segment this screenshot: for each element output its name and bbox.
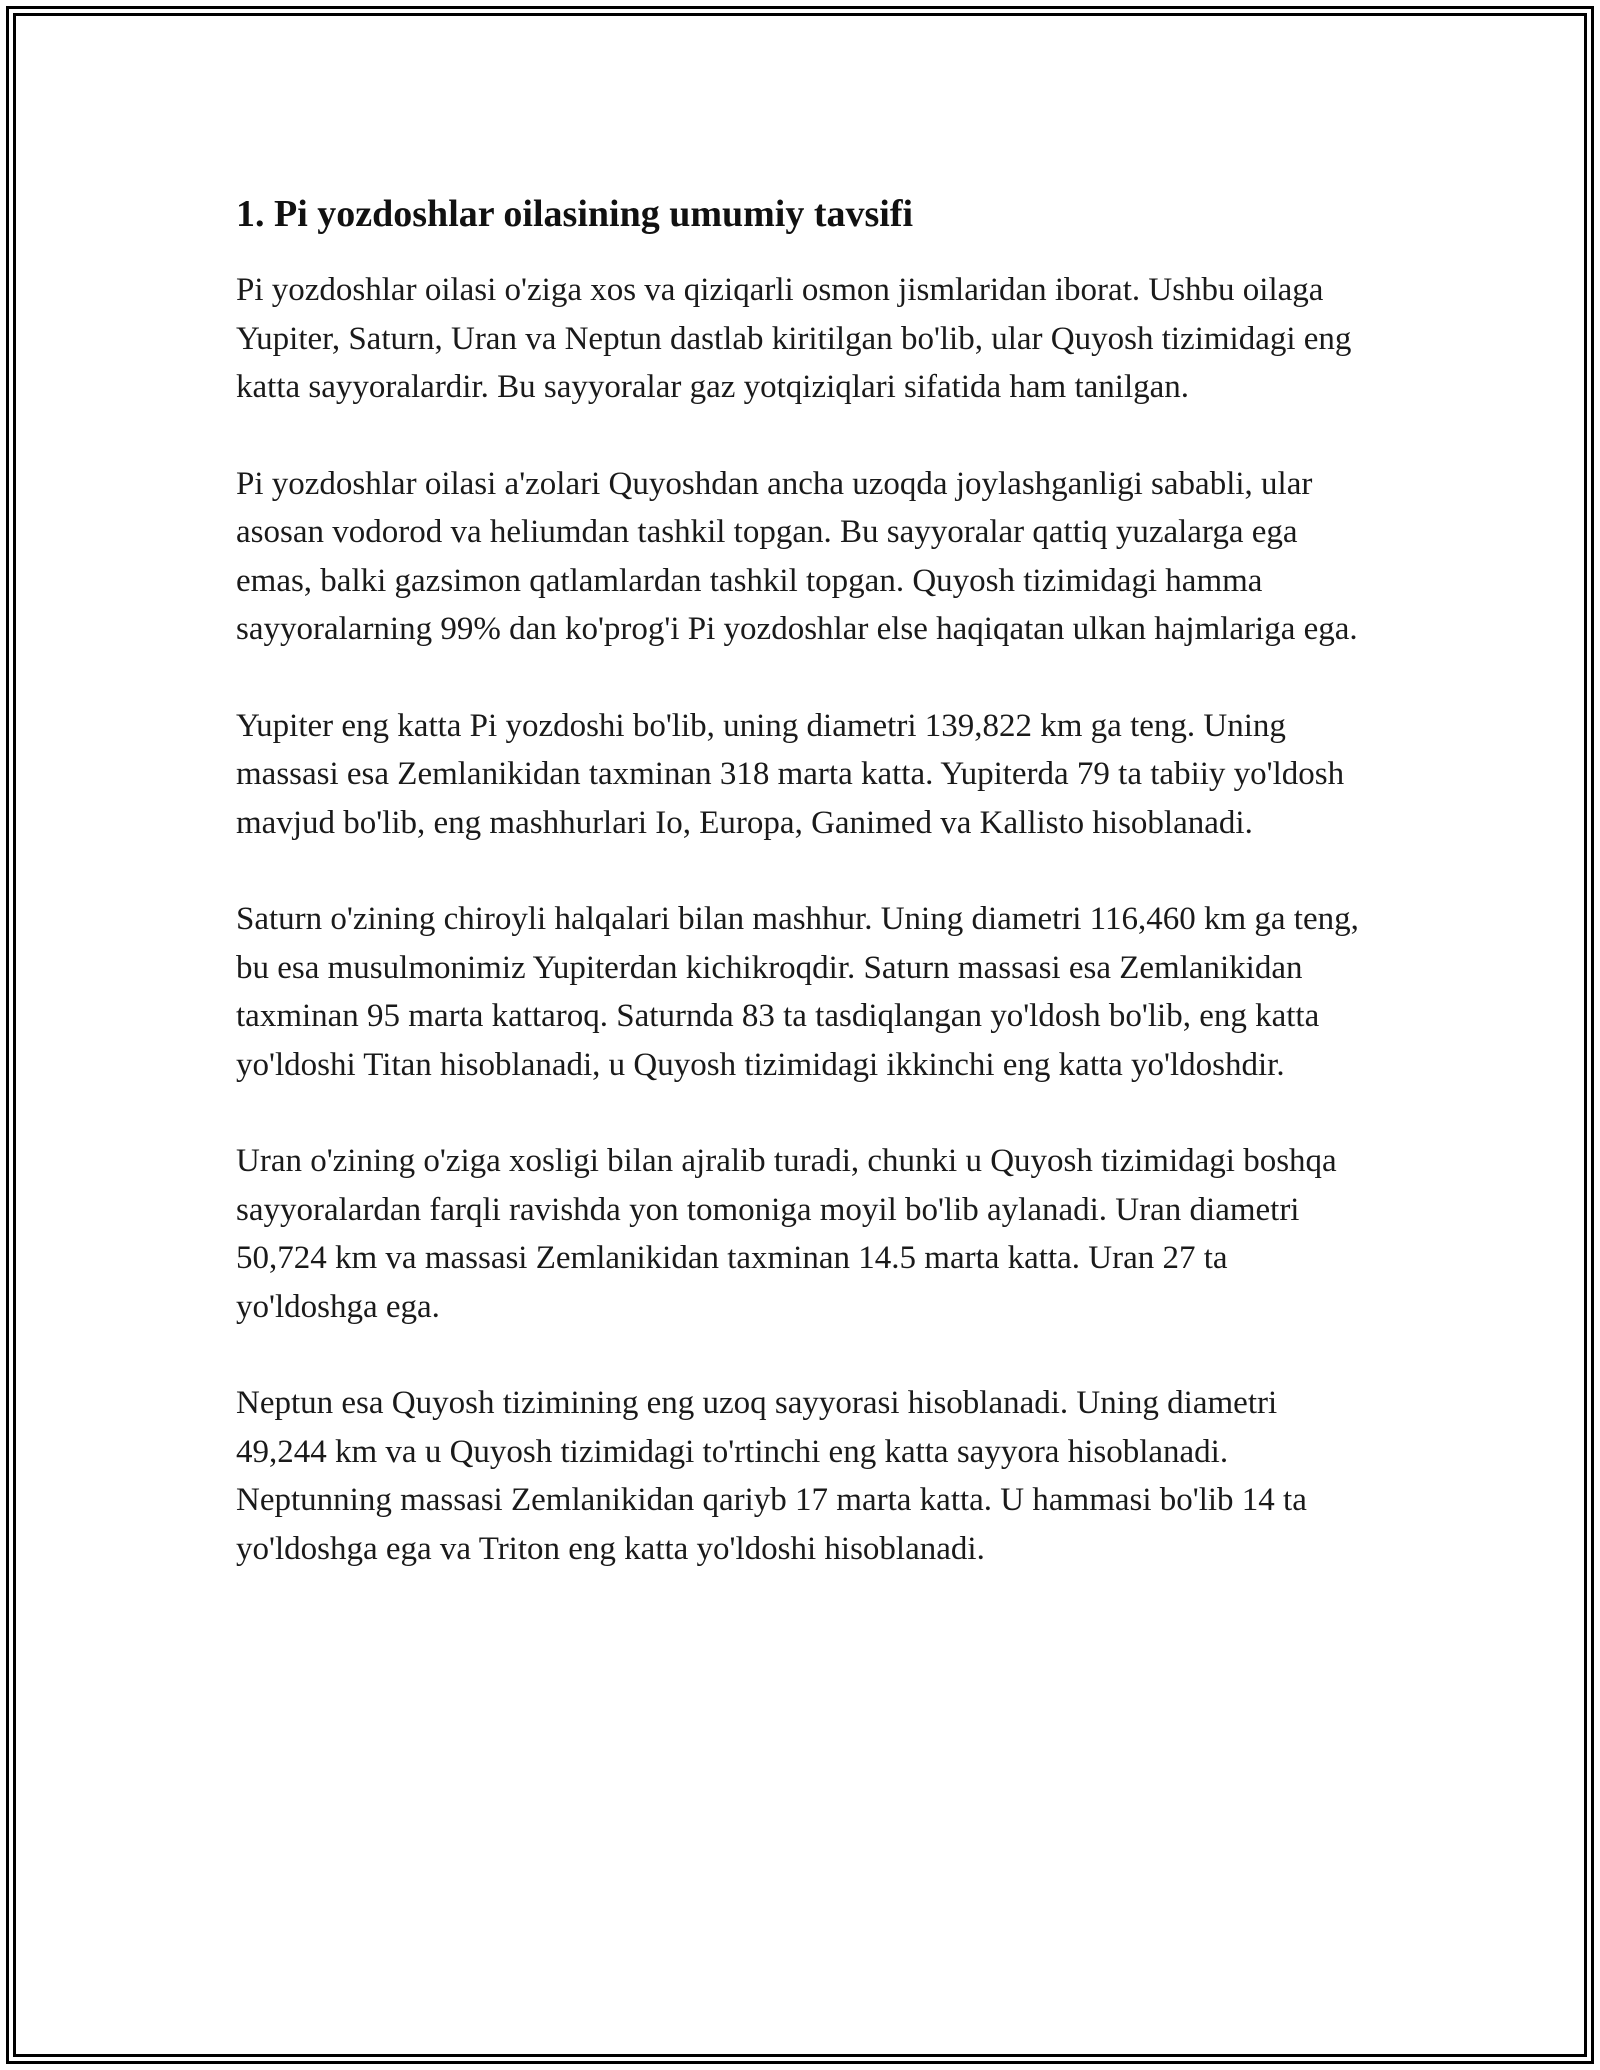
section-title: 1. Pi yozdoshlar oilasining umumiy tavsifi — [236, 193, 914, 235]
paragraph-jupiter: Yupiter eng katta Pi yozdoshi bo'lib, uning diametri 139,822 km ga teng. Uning massasi esa Zemlanikidan taxminan 318 marta katta. Yupiterda 79 ta tabiiy yo'ldosh mavjud bo'lib, eng mashhurlari Io, Europa, Ganimed va Kallisto hisoblanadi. — [236, 707, 1345, 841]
paragraph-uranus: Uran o'zining o'ziga xosligi bilan ajralib turadi, chunki u Quyosh tizimidagi boshqa sayyoralardan farqli ravishda yon tomoniga moyil bo'lib aylanadi. Uran diametri 50,724 km va massasi Zemlanikidan taxminan 14.5 marta katta. Uran 27 ta yo'ldoshga ega. — [236, 1143, 1337, 1325]
paragraph-saturn: Saturn o'zining chiroyli halqalari bilan mashhur. Uning diametri 116,460 km ga teng, bu esa musulmonimiz Yupiterdan kichikroqdir. Saturn massasi esa Zemlanikidan taxminan 95 marta kattaroq. Saturnda 83 ta tasdiqlangan yo'ldosh bo'lib, eng katta yo'ldoshi Titan hisoblanadi, u Quyosh tizimidagi ikkinchi eng katta yo'ldoshdir. — [236, 901, 1359, 1083]
paragraph-neptune: Neptun esa Quyosh tizimining eng uzoq sayyorasi hisoblanadi. Uning diametri 49,244 km va u Quyosh tizimidagi to'rtinchi eng katta sayyora hisoblanadi. Neptunning massasi Zemlanikidan qariyb 17 marta katta. U hammasi bo'lib 14 ta yo'ldoshga ega va Triton eng katta yo'ldoshi hisoblanadi. — [236, 1385, 1307, 1567]
paragraph-composition: Pi yozdoshlar oilasi a'zolari Quyoshdan ancha uzoqda joylashganligi sababli, ular asosan vodorod va heliumdan tashkil topgan. Bu sayyoralar qattiq yuzalarga ega emas, balki gazsimon qatlamlardan tashkil topgan. Quyosh tizimidagi hamma sayyoralarning 99% dan ko'prog'i Pi yozdoshlar else haqiqatan ulkan hajmlariga ega. — [236, 465, 1358, 647]
document-body — [236, 186, 1366, 1573]
paragraph-overview: Pi yozdoshlar oilasi o'ziga xos va qiziqarli osmon jismlaridan iborat. Ushbu oilaga Yupiter, Saturn, Uran va Neptun dastlab kiritilgan bo'lib, ular Quyosh tizimidagi eng katta sayyoralardir. Bu sayyoralar gaz yotqiziqlari sifatida ham tanilgan. — [236, 272, 1352, 405]
